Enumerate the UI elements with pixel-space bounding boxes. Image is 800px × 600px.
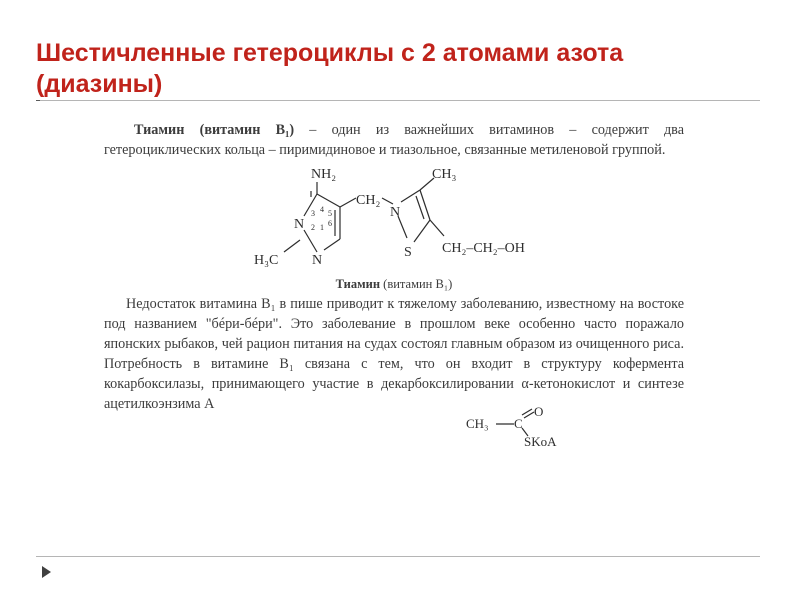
- label-s-thiazole: S: [404, 245, 412, 260]
- title-divider-accent: [36, 100, 40, 101]
- next-slide-arrow-icon[interactable]: [42, 566, 51, 578]
- label-nh2: NH₂: [311, 167, 337, 182]
- intro-paragraph: [104, 120, 684, 160]
- document-content: [104, 120, 684, 456]
- label-n3: N: [294, 217, 305, 232]
- acetyl-coa-formula: [104, 404, 684, 450]
- pyr-bond-n1-c2: [304, 230, 317, 252]
- slide-title-line-2: (диазины): [36, 70, 163, 98]
- structure-caption: [104, 274, 684, 294]
- intro-term: Тиамин (витамин B₁): [134, 122, 295, 138]
- intro-text: – один из важнейших витаминов – содержит два гетероциклических кольца – пиримидиновое и тиазольное, связанные метиленовой группой.: [104, 122, 684, 158]
- ring-number-5: 5: [328, 209, 332, 218]
- ring-number-1: 1: [320, 223, 324, 232]
- label-n1: N: [312, 253, 323, 268]
- bond-c2-ch3: [284, 240, 300, 252]
- ring-number-6: 6: [328, 219, 332, 228]
- label-ch3-thiazole: CH₃: [432, 167, 457, 182]
- thz-bond-c4-c5: [420, 190, 430, 220]
- label-side-chain: CH₂–CH₂–OH: [442, 241, 525, 256]
- bond-c5-sidechain: [430, 220, 444, 236]
- thiamine-structure-diagram: [104, 160, 684, 268]
- thz-bond-c5-s: [414, 220, 430, 242]
- caption-rest: (витамин B₁): [380, 277, 453, 291]
- bond-ch2-n: [382, 198, 393, 204]
- ring-number-4: 4: [320, 205, 324, 214]
- label-ch2-bridge: CH₂: [356, 193, 381, 208]
- ring-number-2: 2: [311, 223, 315, 232]
- bond-c5-ch2: [340, 198, 356, 207]
- label-n-thiazole: N: [390, 205, 401, 220]
- acetyl-ch3: CH₃: [466, 416, 489, 431]
- acetyl-o: O: [534, 404, 544, 419]
- label-h3c: H₃C: [254, 253, 279, 268]
- ring-number-3: 3: [311, 209, 315, 218]
- caption-term: Тиамин: [335, 277, 381, 291]
- slide-title: [36, 38, 756, 100]
- footer-divider: [36, 556, 760, 557]
- pyr-bond-c6-n1: [324, 239, 340, 250]
- title-divider: [36, 100, 760, 101]
- acetyl-c: C: [514, 416, 523, 431]
- body-paragraph: Недостаток витамина B₁ в пише приводит к тяжелому заболеванию, известному на востоке под названием "бéри-бéри". Это заболевание в прошлом веке особенно часто поражало японских рыбаков, чей рацион питания на судах состоял главным образом из очищенного риса. Потребность в витамине B₁ связана с тем, что он входит в структуру кофермента кокарбоксилазы, принимающего участие в декарбоксилировании α-кетонокислот и синтезе ацетилкоэнзима А: [104, 296, 684, 412]
- slide-title-line-1: Шестичленные гетероциклы с 2 атомами азота: [36, 39, 624, 67]
- acetyl-skoa: SKoA: [524, 434, 557, 449]
